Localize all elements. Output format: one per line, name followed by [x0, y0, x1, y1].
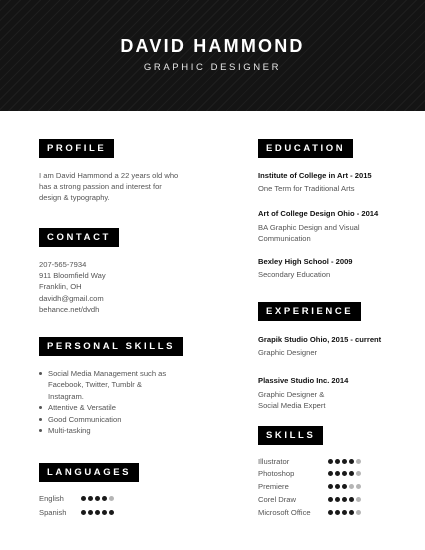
list-item: Social Media Management such as Facebook, Twitter, Tumblr & Instagram. [39, 368, 178, 402]
rating-dot-empty [356, 510, 361, 515]
rating-dot-filled [95, 510, 100, 515]
skill-name: Illustrator [258, 457, 290, 466]
contact-city: Franklin, OH [39, 282, 82, 292]
rating-dot-empty [356, 471, 361, 476]
contact-email: davidh@gmail.com [39, 293, 104, 303]
experience-role-line: Social Media Expert [258, 401, 326, 411]
rating-dot-filled [342, 497, 347, 502]
rating-dot-filled [349, 471, 354, 476]
profile-heading: PROFILE [39, 139, 114, 158]
skill-row [258, 494, 378, 506]
profile-text [39, 170, 178, 204]
experience-company: Grapik Studio Ohio, 2015 - current [258, 335, 382, 344]
education-detail-line: Communication [258, 234, 311, 244]
languages-heading: LANGUAGES [39, 463, 139, 482]
language-name: Spanish [39, 508, 67, 517]
rating-dot-filled [335, 484, 340, 489]
skills-heading: SKILLS [258, 426, 323, 445]
contact-street: 911 Bloomfield Way [39, 271, 106, 281]
education-school: Bexley High School - 2009 [258, 257, 353, 266]
rating-dot-filled [335, 471, 340, 476]
rating-dot-filled [328, 459, 333, 464]
education-detail: Secondary Education [258, 270, 331, 279]
skill-row [258, 468, 378, 480]
rating-dot-filled [81, 496, 86, 501]
rating-dot-filled [349, 510, 354, 515]
rating-dot-filled [109, 510, 114, 515]
rating-dot-filled [88, 496, 93, 501]
job-title: GRAPHIC DESIGNER [143, 62, 282, 73]
rating-dot-filled [102, 510, 107, 515]
rating-dot-filled [342, 471, 347, 476]
contact-info [39, 259, 106, 315]
education-detail: One Term for Traditional Arts [258, 184, 355, 193]
rating-dot-filled [328, 497, 333, 502]
list-item: Multi-tasking [39, 425, 178, 436]
resume-header [0, 0, 425, 111]
experience-company: Plassive Studio Inc. 2014 [258, 376, 349, 385]
skill-name: Photoshop [258, 469, 295, 478]
profile-line: I am David Hammond a 22 years old who [39, 171, 179, 180]
language-row [39, 493, 139, 505]
education-detail [258, 222, 360, 244]
skill-row [258, 456, 378, 468]
skill-name: Microsoft Office [258, 508, 311, 517]
rating-dot-filled [328, 510, 333, 515]
rating-dot-empty [349, 484, 354, 489]
profile-line: has a strong passion and interest for [39, 182, 162, 192]
skill-row [258, 481, 378, 493]
profile-line: design & typography. [39, 193, 110, 203]
rating-dot-filled [328, 471, 333, 476]
rating-dot-empty [356, 497, 361, 502]
rating-dot-filled [342, 510, 347, 515]
contact-website: behance.net/dvdh [39, 304, 100, 314]
list-item: Good Communication [39, 414, 178, 425]
rating-dot-filled [335, 510, 340, 515]
rating-dot-filled [81, 510, 86, 515]
rating-dot-filled [335, 459, 340, 464]
list-item: Attentive & Versatile [39, 402, 178, 413]
education-detail-line: BA Graphic Design and Visual [258, 223, 360, 232]
contact-phone: 207-565-7934 [39, 260, 87, 269]
name-title: DAVID HAMMOND [120, 36, 305, 56]
rating-dot-filled [342, 459, 347, 464]
rating-dot-filled [342, 484, 347, 489]
experience-heading: EXPERIENCE [258, 302, 361, 321]
experience-role [258, 389, 326, 411]
language-row [39, 507, 139, 519]
rating-dot-empty [356, 459, 361, 464]
education-school: Art of College Design Ohio - 2014 [258, 209, 379, 218]
skill-name: Corel Draw [258, 495, 296, 504]
rating-dot-filled [349, 459, 354, 464]
education-heading: EDUCATION [258, 139, 353, 158]
rating-dot-filled [328, 484, 333, 489]
personal-skills-list [39, 368, 178, 436]
rating-dot-empty [356, 484, 361, 489]
contact-heading: CONTACT [39, 228, 119, 247]
rating-dot-filled [335, 497, 340, 502]
experience-role: Graphic Designer [258, 348, 318, 357]
rating-dot-filled [102, 496, 107, 501]
rating-dot-empty [109, 496, 114, 501]
skill-name: Premiere [258, 482, 289, 491]
education-school: Institute of College in Art - 2015 [258, 171, 372, 180]
personal-skills-heading: PERSONAL SKILLS [39, 337, 183, 356]
rating-dot-filled [88, 510, 93, 515]
language-name: English [39, 494, 64, 503]
rating-dot-filled [95, 496, 100, 501]
experience-role-line: Graphic Designer & [258, 390, 325, 399]
skill-row [258, 507, 378, 519]
rating-dot-filled [349, 497, 354, 502]
